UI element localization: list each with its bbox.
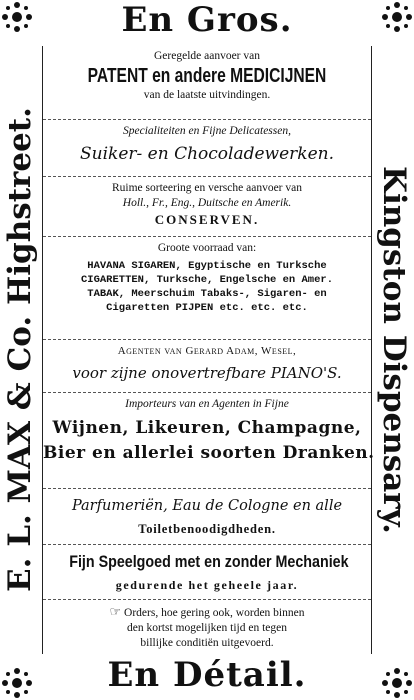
section-parfumerien	[43, 489, 371, 545]
dranken-line-3: Bier en allerlei soorten Dranken.	[43, 443, 375, 463]
sigaren-line-1: Groote voorraad van:	[157, 242, 257, 254]
sigaren-line-4: TABAK, Meerschuim Tabaks-, Sigaren- en	[87, 288, 327, 300]
sigaren-line-2: HAVANA SIGAREN, Egyptische en Turksche	[87, 260, 327, 272]
dranken-line-1: Importeurs van en Agenten in Fijne	[125, 398, 289, 410]
orders-line-2: den kortst mogelijken tijd en tegen	[126, 622, 287, 634]
speelgoed-line-1: Fijn Speelgoed met en zonder Mechaniek	[69, 552, 349, 571]
parfumerien-line-1: Parfumeriën, Eau de Cologne en alle	[71, 498, 343, 514]
pianos-line-1: Agenten van Gerard Adam, Wesel,	[117, 345, 297, 357]
patent-line-1: Geregelde aanvoer van	[154, 50, 260, 62]
pointing-hand-icon: ☞	[109, 604, 122, 619]
delicatessen-line-1: Specialiteiten en Fijne Delicatessen,	[123, 125, 291, 137]
header-title: En Gros.	[121, 0, 293, 40]
section-speelgoed	[43, 545, 371, 600]
orders-line-1	[43, 604, 371, 621]
advertisement-panel	[42, 46, 375, 654]
side-text-right: Kingston Dispensary.	[376, 166, 412, 534]
section-pianos	[43, 340, 371, 393]
patent-line-3: van de laatste uitvindingen.	[143, 89, 271, 101]
conserven-line-1: Ruime sorteering en versche aanvoer van	[112, 182, 302, 194]
corner-ornament-bottom-left	[2, 668, 32, 698]
section-delicatessen	[43, 120, 371, 177]
parfumerien-line-2: Toiletbenoodigdheden.	[138, 522, 276, 536]
conserven-line-3: CONSERVEN.	[154, 212, 260, 227]
corner-ornament-top-left	[2, 2, 32, 32]
side-text-left: E. L. MAX & Co. Highstreet.	[2, 107, 38, 593]
section-conserven	[43, 177, 371, 237]
sigaren-line-5: Cigaretten PIJPEN etc. etc. etc.	[106, 302, 308, 314]
footer-title: En Détail.	[107, 655, 307, 695]
speelgoed-line-2: gedurende het geheele jaar.	[115, 578, 299, 592]
section-patent	[43, 46, 371, 120]
sigaren-line-3: CIGARETTEN, Turksche, Engelsche en Amer.	[80, 274, 334, 286]
orders-line-1-text: Orders, hoe gering ook, worden binnen	[124, 607, 305, 619]
dranken-line-2: Wijnen, Likeuren, Champagne,	[52, 418, 362, 438]
section-dranken	[43, 393, 375, 489]
section-sigaren	[43, 237, 371, 340]
orders-line-3: billijke conditiën uitgevoerd.	[140, 637, 274, 649]
delicatessen-line-2: Suiker- en Chocoladewerken.	[80, 144, 334, 164]
corner-ornament-top-right	[382, 2, 412, 32]
patent-line-2: PATENT en andere MEDICIJNEN	[87, 65, 327, 87]
pianos-line-2: voor zijne onovertrefbare PIANO'S.	[72, 364, 342, 382]
corner-ornament-bottom-right	[382, 668, 412, 698]
conserven-line-2: Holl., Fr., Eng., Duitsche en Amerik.	[122, 197, 292, 209]
section-orders	[43, 600, 371, 654]
